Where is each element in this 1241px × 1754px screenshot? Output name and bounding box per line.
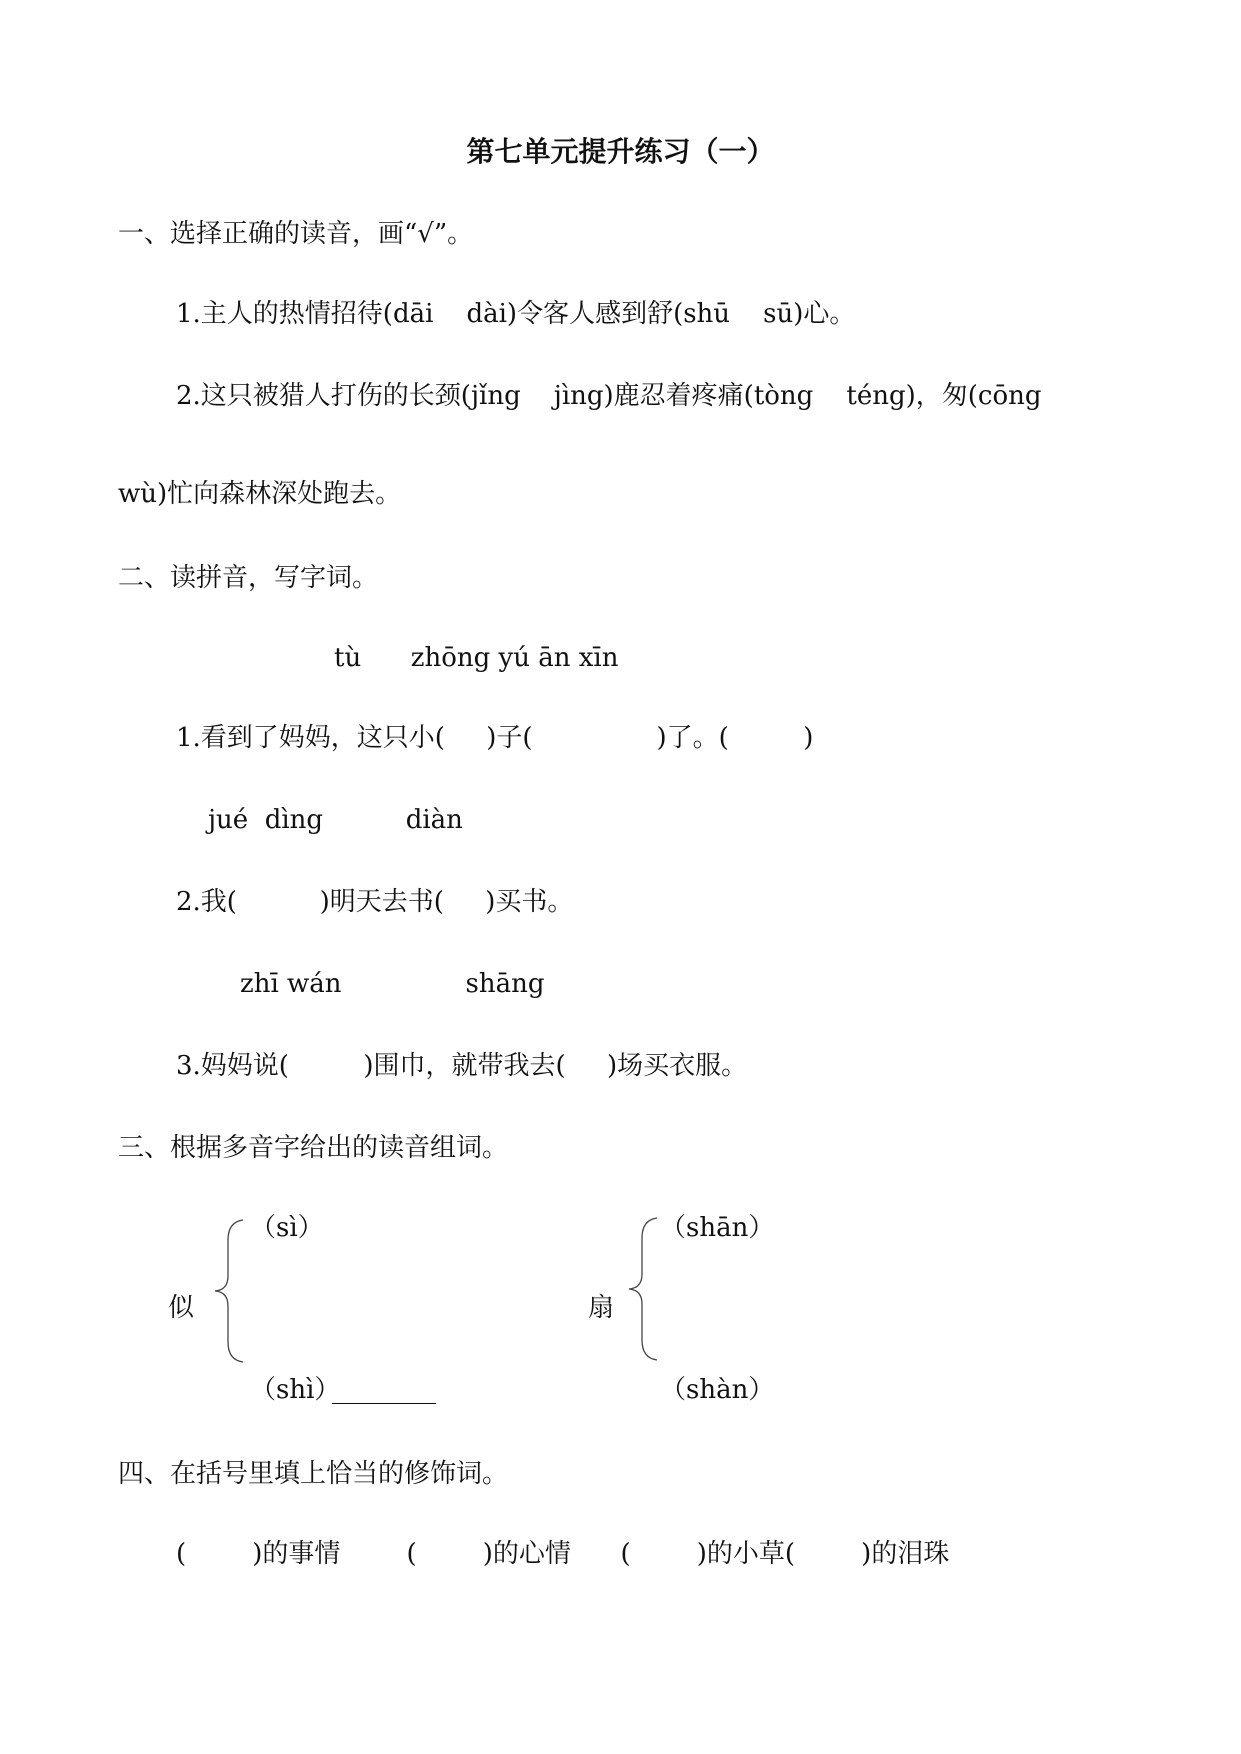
reading-shan1: （shān） [660,1213,775,1243]
pinyin-line-1: tù zhōng yú ān xīn [334,643,619,673]
question-1-1: 1.主人的热情招待(dāi dài)令客人感到舒(shū sū)心。 [176,299,856,329]
reading-shan4: （shàn） [660,1375,775,1405]
reading-shi: （shì） [250,1375,341,1405]
question-2-2: 2.我( )明天去书( )买书。 [176,887,574,917]
question-1-2-line-2: wù)忙向森林深处跑去。 [118,479,402,509]
pinyin-line-2: jué dìng diàn [208,805,463,835]
section-3-heading: 三、根据多音字给出的读音组词。 [118,1133,509,1163]
polyphone-char-shan: 扇 [588,1293,615,1323]
question-4: ( )的事情 ( )的心情 ( )的小草( )的泪珠 [176,1539,950,1569]
question-1-2-line-1: 2.这只被猎人打伤的长颈(jǐng jìng)鹿忍着疼痛(tòng téng)，匆(cōng [176,381,1042,411]
question-2-3: 3.妈妈说( )围巾，就带我去( )场买衣服。 [176,1051,748,1081]
pinyin-line-3: zhī wán shāng [240,969,545,999]
reading-si: （sì） [250,1213,324,1243]
brace-left-icon [212,1218,246,1364]
page-title: 第七单元提升练习（一） [466,135,775,168]
question-2-1: 1.看到了妈妈，这只小( )子( )了。( ) [176,723,814,753]
section-2-heading: 二、读拼音，写字词。 [118,563,379,593]
section-4-heading: 四、在括号里填上恰当的修饰词。 [118,1459,509,1489]
brace-right-icon [626,1216,660,1362]
polyphone-char-si: 似 [168,1293,195,1323]
answer-blank: ________ [332,1375,436,1405]
section-1-heading: 一、选择正确的读音，画“√”。 [118,219,474,249]
